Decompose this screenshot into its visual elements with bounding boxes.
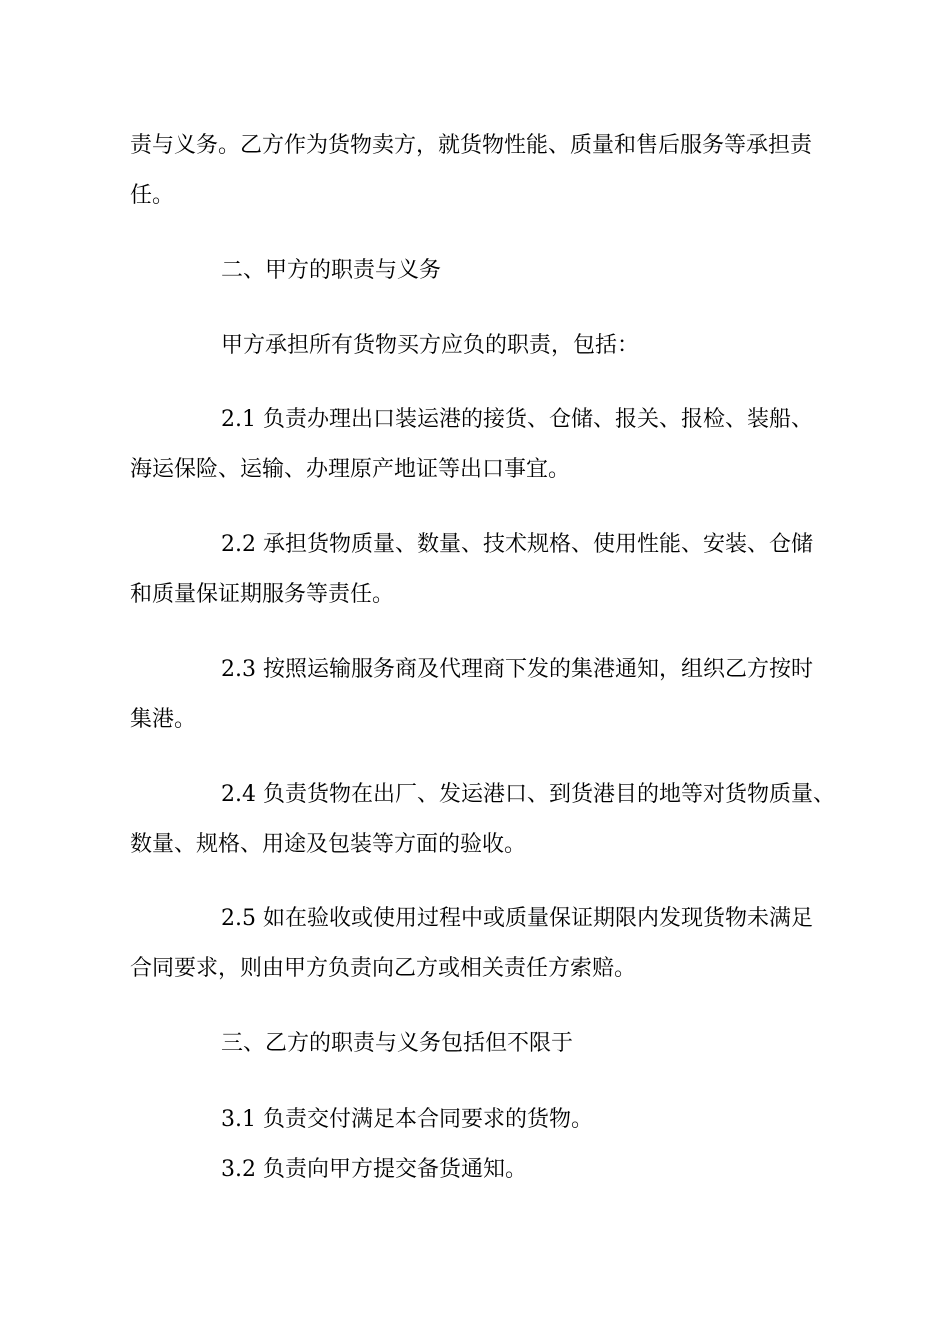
paragraph-line: 甲方承担所有货物买方应负的职责，包括：	[221, 333, 640, 358]
clause-line: 3.1 负责交付满足本合同要求的货物。	[221, 1107, 593, 1132]
clause-line: 海运保险、运输、办理原产地证等出口事宜。	[130, 457, 571, 482]
section-heading: 二、甲方的职责与义务	[221, 258, 442, 283]
clause-line: 合同要求，则由甲方负责向乙方或相关责任方索赔。	[130, 956, 637, 981]
clause-line: 2.2 承担货物质量、数量、技术规格、使用性能、安装、仓储	[221, 532, 813, 557]
clause-line: 数量、规格、用途及包装等方面的验收。	[130, 832, 527, 857]
clause-line: 2.5 如在验收或使用过程中或质量保证期限内发现货物未满足	[221, 906, 813, 931]
clause-line: 和质量保证期服务等责任。	[130, 582, 395, 607]
paragraph-line: 责与义务。乙方作为货物卖方，就货物性能、质量和售后服务等承担责	[130, 133, 813, 158]
clause-line: 2.3 按照运输服务商及代理商下发的集港通知，组织乙方按时	[221, 657, 813, 682]
section-heading: 三、乙方的职责与义务包括但不限于	[221, 1031, 574, 1056]
clause-line: 2.1 负责办理出口装运港的接货、仓储、报关、报检、装船、	[221, 407, 813, 432]
paragraph-line: 任。	[130, 183, 175, 208]
clause-line: 集港。	[130, 707, 197, 732]
clause-line: 2.4 负责货物在出厂、发运港口、到货港目的地等对货物质量、	[221, 782, 835, 807]
clause-line: 3.2 负责向甲方提交备货通知。	[221, 1157, 527, 1182]
